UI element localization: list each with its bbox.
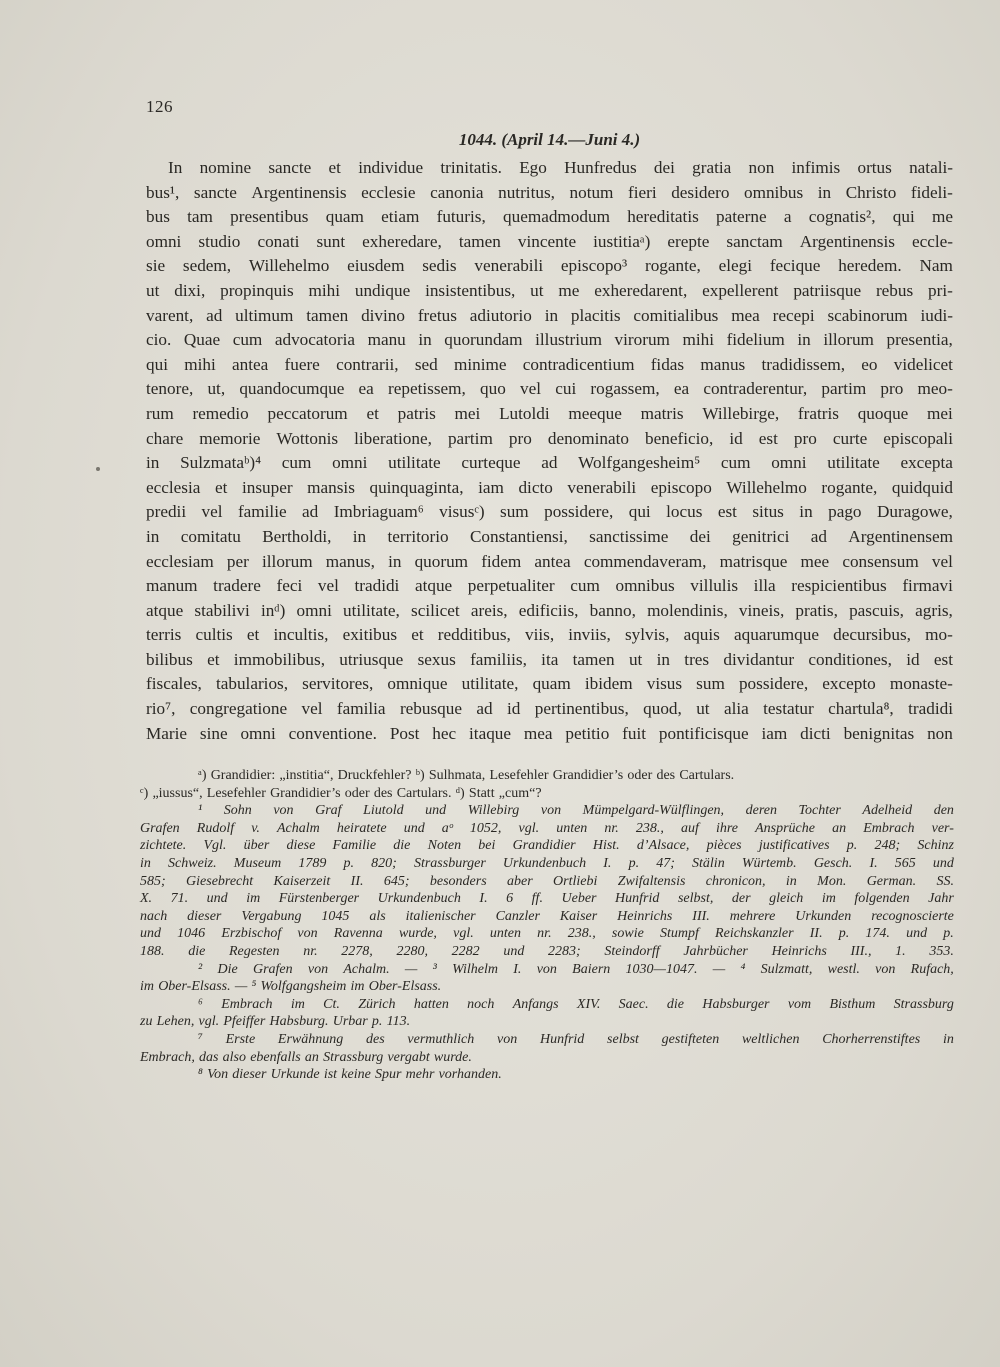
- body-line: tenore, ut, quandocumque ea repetissem, quo vel cui rogassem, ea contraderentur, partim pro meo-: [146, 379, 953, 399]
- page-number: 126: [146, 97, 173, 116]
- body-line: chare memorie Wottonis liberatione, partim pro denominato beneficio, id est pro curte episcopali: [146, 428, 953, 448]
- charter-text: [146, 156, 953, 746]
- body-line: bus¹, sancte Argentinensis ecclesie canonia nutritus, notum fieri desidero omnibus in Christo fideli-: [146, 182, 953, 202]
- body-line: in Sulzmataᵇ)⁴ cum omni utilitate curteque ad Wolfgangesheim⁵ cum omni utilitate excepta: [146, 453, 953, 473]
- body-line: cio. Quae cum advocatoria manu in quorundam illustrium virorum mihi fidelium in illorum presentia,: [146, 330, 953, 350]
- body-line: manum tradere feci vel tradidi atque perpetualiter cum omnibus villulis illa respicientibus firmavi: [146, 576, 953, 596]
- footnote-line: ² Die Grafen von Achalm. — ³ Wilhelm I. von Baiern 1030—1047. — ⁴ Sulzmatt, westl. von Rufach,: [198, 961, 954, 977]
- margin-dot: [96, 467, 100, 471]
- body-line: rum remedio peccatorum et patris mei Lutoldi meeque matris Willebirge, fratris quoque mei: [146, 403, 953, 423]
- body-line: qui mihi antea fuere contrarii, sed minime contradicentium fidas manus tradidissem, eo videlicet: [146, 354, 953, 374]
- body-line: bilibus et immobilibus, utriusque sexus familiis, ita tamen ut in tres dividantur conditiones, id est: [146, 649, 953, 669]
- footnote-line: und 1046 Erzbischof von Ravenna wurde, vgl. unten nr. 238., sowie Stumpf Reichskanzler II. p. 174. und p.: [140, 926, 954, 942]
- body-line: bus tam presentibus quam etiam futuris, quemadmodum hereditatis paterne a cognatis², qui me: [146, 207, 953, 227]
- body-line: ecclesia et insuper mansis quinquaginta, iam dicto venerabili episcopo Willehelmo rogante, quidquid: [146, 477, 953, 497]
- footnotes: [140, 767, 954, 1084]
- footnote-line: ⁷ Erste Erwähnung des vermuthlich von Hunfrid selbst gestifteten weltlichen Chorherrenstiftes in: [198, 1031, 954, 1047]
- footnote-line: X. 71. und im Fürstenberger Urkundenbuch I. 6 ff. Ueber Hunfrid selbst, der gleich im folgenden Jahr: [140, 891, 954, 907]
- body-line: rio⁷, congregatione vel familia rebusque ad id pertinentibus, quod, ut alia testatur chartula⁸, tradidi: [146, 699, 953, 719]
- footnote-line: in Schweiz. Museum 1789 p. 820; Strassburger Urkundenbuch I. p. 47; Stälin Würtemb. Gesch. I. 565 und: [140, 855, 954, 871]
- body-line: In nomine sancte et individue trinitatis. Ego Hunfredus dei gratia non infimis ortus natali-: [168, 158, 953, 177]
- body-line: varent, ad ultimum tamen divino fretus adiutorio in placitis comitialibus mea recepi scabinorum iudi-: [146, 305, 953, 325]
- footnote-line: 585; Giesebrecht Kaiserzeit II. 645; besonders aber Ortliebi Zwifaltensis chronicon, in Mon. German. SS.: [140, 873, 954, 889]
- body-line: terris cultis et incultis, exitibus et redditibus, viis, inviis, sylvis, aquis aquarumque decursibus, mo-: [146, 625, 953, 645]
- footnote-line: zichtete. Vgl. über diese Familie die Noten bei Grandidier Hist. d’Alsace, pièces justificatives p. 248; Schinz: [140, 838, 954, 854]
- footnote-line: ᶜ) „iussus“, Lesefehler Grandidier’s oder des Cartulars. ᵈ) Statt „cum“?: [140, 785, 542, 801]
- footnote-line: ¹ Sohn von Graf Liutold und Willebirg von Mümpelgard-Wülflingen, deren Tochter Adelheid den: [198, 803, 954, 819]
- footnote-line: ⁶ Embrach im Ct. Zürich hatten noch Anfangs XIV. Saec. die Habsburger vom Bisthum Strassburg: [198, 996, 954, 1012]
- footnote-line: 188. die Regesten nr. 2278, 2280, 2282 und 2283; Steindorff Jahrbücher Heinrichs III., 1. 353.: [140, 943, 954, 959]
- footnote-line: nach dieser Vergabung 1045 als italienischer Canzler Kaiser Heinrichs III. mehrere Urkunden recognoscierte: [140, 908, 954, 924]
- body-line: omni studio conati sunt exheredare, tamen vincente iustitiaᵃ) erepte sanctam Argentinensis eccle-: [146, 231, 953, 251]
- footnote-line: im Ober-Elsass. — ⁵ Wolfgangsheim im Ober-Elsass.: [140, 979, 442, 995]
- body-line: in comitatu Bertholdi, in territorio Constantiensi, sanctissime dei genitrici ad Argentinensem: [146, 526, 953, 546]
- body-line: ut dixi, propinquis mihi undique insistentibus, ut me exheredarent, expellerent patriisque rebus pri-: [146, 280, 953, 300]
- footnote-line: zu Lehen, vgl. Pfeiffer Habsburg. Urbar p. 113.: [140, 1014, 411, 1030]
- footnote-line: ᵃ) Grandidier: „institia“, Druckfehler? ᵇ) Sulhmata, Lesefehler Grandidier’s oder des Cartulars.: [198, 768, 735, 783]
- body-line: sie sedem, Willehelmo eiusdem sedis venerabili episcopo³ rogante, elegi fecique heredem. Nam: [146, 256, 953, 276]
- document-heading: 1044. (April 14.—Juni 4.): [458, 130, 641, 149]
- body-line: fiscales, tabularios, servitores, omnique utilitate, quam ibidem visus sum possidere, excepto monaste-: [146, 674, 953, 694]
- footnote-line: Embrach, das also ebenfalls an Strassburg vergabt wurde.: [140, 1049, 472, 1065]
- footnote-line: Grafen Rudolf v. Achalm heiratete und aᵒ 1052, vgl. unten nr. 238., auf ihre Ansprüche an Embrach ver-: [140, 820, 954, 836]
- body-line: predii vel familie ad Imbriaguam⁶ visusᶜ) sum possidere, qui locus est situs in pago Duragowe,: [146, 502, 953, 522]
- body-line: atque stabilivi inᵈ) omni utilitate, scilicet areis, edificiis, banno, molendinis, vineis, pratis, pascuis, agris,: [146, 600, 953, 620]
- body-line: Marie sine omni conventione. Post hec itaque mea petitio fuit pontificisque iam dicti benignitas non: [146, 723, 953, 743]
- body-line: ecclesiam per illorum manus, in quorum fidem antea commendaveram, matrisque mee consensum vel: [146, 551, 953, 571]
- footnote-line: ⁸ Von dieser Urkunde ist keine Spur mehr vorhanden.: [198, 1067, 502, 1083]
